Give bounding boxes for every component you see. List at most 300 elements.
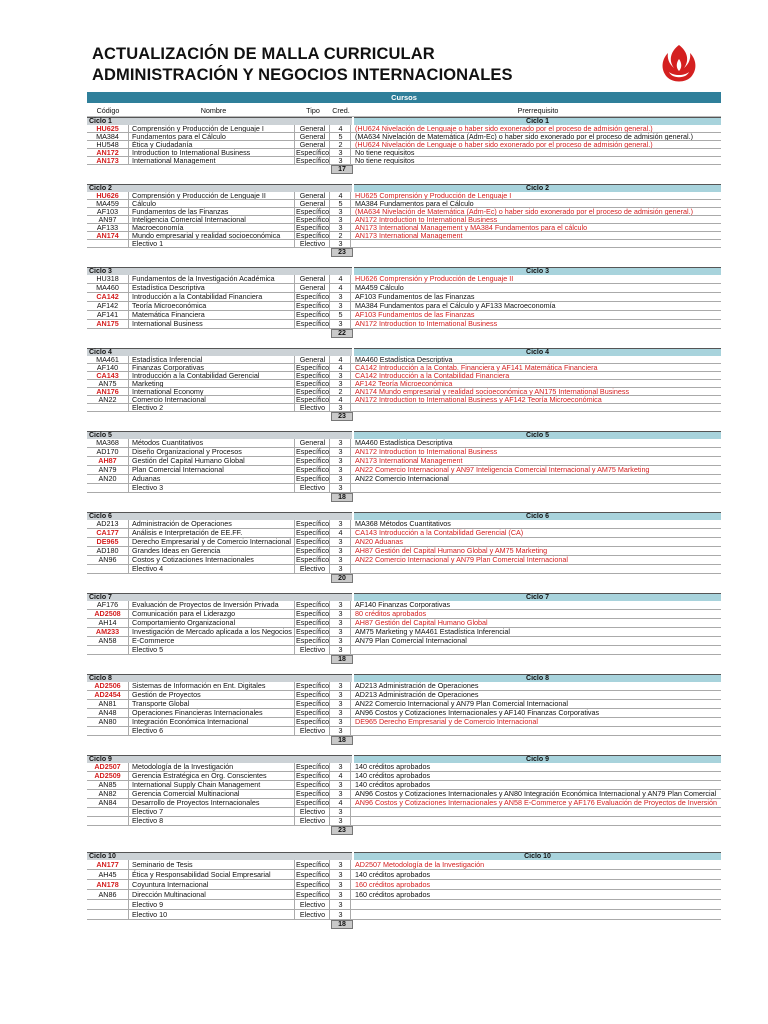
course-code: AN80: [87, 718, 129, 726]
course-type: General: [296, 125, 330, 132]
course-name: Electivo 9: [130, 900, 295, 909]
course-row: [87, 200, 721, 208]
course-name: Gerencia Estratégica en Org. Conscientes: [130, 772, 295, 780]
course-credits: 3: [331, 610, 351, 618]
course-row: [87, 388, 721, 396]
course-name: Introducción a la Contabilidad Gerencial: [130, 372, 295, 379]
ciclo-label: Ciclo 1: [87, 117, 352, 125]
course-code: HU625: [87, 125, 129, 132]
course-name: Sistemas de Información en Ent. Digitales: [130, 682, 295, 690]
course-code: AD170: [87, 448, 129, 456]
course-row: [87, 700, 721, 709]
course-name: Grandes Ideas en Gerencia: [130, 547, 295, 555]
course-row: [87, 484, 721, 493]
course-credits: 3: [331, 380, 351, 387]
course-name: Comprensión y Producción de Lenguaje I: [130, 125, 295, 132]
course-code: AN172: [87, 149, 129, 156]
course-prerequisite: 140 créditos aprobados: [355, 772, 431, 780]
course-row: [87, 216, 721, 224]
course-credits: 3: [331, 619, 351, 627]
course-row: [87, 293, 721, 302]
course-prerequisite: AN173 International Management: [355, 457, 463, 465]
course-row: [87, 149, 721, 157]
cursos-banner: Cursos: [87, 92, 721, 103]
course-name: Gestión de Proyectos: [130, 691, 295, 699]
ciclo-label: Ciclo 8: [87, 674, 352, 682]
col-header-cred: Cred.: [332, 107, 350, 115]
ciclo-credit-total: 18: [331, 736, 353, 745]
course-type: Específico: [296, 388, 330, 395]
course-name: Administración de Operaciones: [130, 520, 295, 528]
ciclo-group: [87, 184, 721, 257]
course-credits: 3: [331, 149, 351, 156]
course-name: Integración Económica Internacional: [130, 718, 295, 726]
course-code: AF140: [87, 364, 129, 371]
course-row: [87, 157, 721, 165]
course-name: Fundamentos de la Investigación Académica: [130, 275, 295, 283]
course-type: Electivo: [296, 817, 330, 825]
course-row: [87, 619, 721, 628]
course-name: Electivo 1: [130, 240, 295, 247]
course-credits: 4: [331, 772, 351, 780]
course-name: Operaciones Financieras Internacionales: [130, 709, 295, 717]
course-row: [87, 727, 721, 736]
course-name: Mundo empresarial y realidad socioeconómica: [130, 232, 295, 239]
course-type: Específico: [296, 781, 330, 789]
course-type: Específico: [296, 772, 330, 780]
course-type: Específico: [296, 718, 330, 726]
course-prerequisite: 160 créditos aprobados: [355, 880, 431, 889]
course-credits: 3: [331, 240, 351, 247]
course-code: MA461: [87, 356, 129, 363]
course-type: Específico: [296, 890, 330, 899]
course-credits: 3: [331, 466, 351, 474]
course-code: AN48: [87, 709, 129, 717]
course-prerequisite: AD213 Administración de Operaciones: [355, 691, 479, 699]
course-prerequisite: [354, 910, 721, 919]
course-row: [87, 646, 721, 655]
ciclo-header: [87, 267, 721, 275]
ciclo-header: [87, 184, 721, 192]
course-row: [87, 763, 721, 772]
title-line-1: ACTUALIZACIÓN DE MALLA CURRICULAR: [92, 45, 435, 63]
course-code: MA368: [87, 439, 129, 447]
course-credits: 3: [331, 520, 351, 528]
course-type: Específico: [296, 870, 330, 879]
course-code: AH14: [87, 619, 129, 627]
course-credits: 3: [331, 293, 351, 301]
course-code: CA177: [87, 529, 129, 537]
course-prerequisite: DE965 Derecho Empresarial y de Comercio Internacional: [355, 718, 538, 726]
course-credits: 3: [331, 900, 351, 909]
course-name: Marketing: [130, 380, 295, 387]
course-credits: 3: [331, 691, 351, 699]
course-code: [87, 900, 129, 909]
course-name: Ética y Ciudadanía: [130, 141, 295, 148]
course-code: [87, 565, 129, 573]
course-row: [87, 870, 721, 880]
course-prerequisite: [354, 404, 721, 411]
course-type: Electivo: [296, 484, 330, 492]
course-prerequisite: 140 créditos aprobados: [355, 763, 431, 771]
course-code: MA384: [87, 133, 129, 140]
course-credits: 3: [331, 682, 351, 690]
course-row: [87, 240, 721, 248]
course-name: Finanzas Corporativas: [130, 364, 295, 371]
course-type: Específico: [296, 293, 330, 301]
course-code: AN20: [87, 475, 129, 483]
course-name: Costos y Cotizaciones Internacionales: [130, 556, 295, 564]
course-row: [87, 718, 721, 727]
course-code: AN97: [87, 216, 129, 223]
course-code: HU626: [87, 192, 129, 199]
course-code: HU318: [87, 275, 129, 283]
course-credits: 5: [331, 311, 351, 319]
course-name: International Management: [130, 157, 295, 164]
course-name: International Economy: [130, 388, 295, 395]
course-type: Específico: [296, 302, 330, 310]
course-row: [87, 192, 721, 200]
course-row: [87, 141, 721, 149]
course-code: [87, 484, 129, 492]
course-type: Específico: [296, 691, 330, 699]
course-name: Metodología de la Investigación: [130, 763, 295, 771]
course-prerequisite: 140 créditos aprobados: [355, 870, 431, 879]
ciclo-label-prerrequisito: Ciclo 6: [354, 512, 721, 520]
course-code: AN177: [87, 860, 129, 869]
course-credits: 5: [331, 200, 351, 207]
course-type: Electivo: [296, 240, 330, 247]
ciclo-header: [87, 852, 721, 860]
course-name: Electivo 8: [130, 817, 295, 825]
course-code: CA142: [87, 293, 129, 301]
course-type: Específico: [296, 208, 330, 215]
course-type: Específico: [296, 520, 330, 528]
course-code: AN82: [87, 790, 129, 798]
course-credits: 4: [331, 275, 351, 283]
ciclo-label-prerrequisito: Ciclo 7: [354, 593, 721, 601]
course-name: Fundamentos de las Finanzas: [130, 208, 295, 215]
course-type: Específico: [296, 466, 330, 474]
ciclo-label: Ciclo 6: [87, 512, 352, 520]
course-row: [87, 475, 721, 484]
course-credits: 3: [331, 808, 351, 816]
course-credits: 3: [331, 556, 351, 564]
course-name: Investigación de Mercado aplicada a los Negocios: [130, 628, 295, 636]
course-code: AN75: [87, 380, 129, 387]
course-code: MA459: [87, 200, 129, 207]
course-credits: 3: [331, 910, 351, 919]
course-prerequisite: [354, 727, 721, 735]
course-row: [87, 232, 721, 240]
course-row: [87, 302, 721, 311]
course-prerequisite: AM75 Marketing y MA461 Estadística Inferencial: [355, 628, 511, 636]
course-prerequisite: AN22 Comercio Internacional y AN97 Inteligencia Comercial Internacional y AM75 Marketing: [355, 466, 650, 474]
course-code: [87, 240, 129, 247]
ciclo-label-prerrequisito: Ciclo 8: [354, 674, 721, 682]
course-credits: 4: [331, 192, 351, 199]
course-type: Específico: [296, 232, 330, 239]
course-prerequisite: MA384 Fundamentos para el Cálculo: [355, 200, 474, 207]
course-row: [87, 457, 721, 466]
course-name: Electivo 2: [130, 404, 295, 411]
ciclo-credit-total: 23: [331, 248, 353, 257]
course-name: Comprensión y Producción de Lenguaje II: [130, 192, 295, 199]
course-credits: 4: [331, 396, 351, 403]
course-name: Desarrollo de Proyectos Internacionales: [130, 799, 295, 807]
course-prerequisite: AD2507 Metodología de la Investigación: [355, 860, 485, 869]
course-row: [87, 529, 721, 538]
course-row: [87, 224, 721, 232]
course-credits: 3: [331, 302, 351, 310]
course-code: AN81: [87, 700, 129, 708]
course-row: [87, 439, 721, 448]
course-row: [87, 910, 721, 920]
course-name: Inteligencia Comercial Internacional: [130, 216, 295, 223]
course-prerequisite: MA368 Métodos Cuantitativos: [355, 520, 451, 528]
document-title: [92, 44, 513, 86]
course-credits: 3: [331, 448, 351, 456]
ciclo-header: [87, 593, 721, 601]
course-type: Específico: [296, 601, 330, 609]
course-type: Específico: [296, 556, 330, 564]
course-code: AF142: [87, 302, 129, 310]
course-type: Específico: [296, 682, 330, 690]
ciclo-credit-total: 18: [331, 655, 353, 664]
course-row: [87, 396, 721, 404]
ciclo-label: Ciclo 4: [87, 348, 352, 356]
course-name: Electivo 3: [130, 484, 295, 492]
course-prerequisite: [354, 484, 721, 492]
course-code: AD180: [87, 547, 129, 555]
course-type: Específico: [296, 619, 330, 627]
ciclo-label-prerrequisito: Ciclo 10: [354, 852, 721, 860]
curriculum-table: [87, 92, 721, 929]
course-code: AD2508: [87, 610, 129, 618]
ciclo-group: [87, 852, 721, 929]
ciclo-group: [87, 512, 721, 583]
course-prerequisite: [354, 817, 721, 825]
course-code: AN85: [87, 781, 129, 789]
course-code: [87, 646, 129, 654]
ciclo-label-prerrequisito: Ciclo 1: [354, 117, 721, 125]
course-code: MA460: [87, 284, 129, 292]
course-type: General: [296, 133, 330, 140]
course-name: Gerencia Comercial Multinacional: [130, 790, 295, 798]
course-type: Específico: [296, 880, 330, 889]
course-name: Comunicación para el Liderazgo: [130, 610, 295, 618]
course-type: Específico: [296, 790, 330, 798]
course-type: Electivo: [296, 808, 330, 816]
course-name: Derecho Empresarial y de Comercio Internacional: [130, 538, 295, 546]
course-code: [87, 727, 129, 735]
ciclo-header: [87, 755, 721, 763]
course-prerequisite: No tiene requisitos: [355, 149, 415, 156]
course-name: E-Commerce: [130, 637, 295, 645]
course-row: [87, 311, 721, 320]
course-credits: 3: [331, 484, 351, 492]
course-row: [87, 817, 721, 826]
course-name: Transporte Global: [130, 700, 295, 708]
course-name: Electivo 7: [130, 808, 295, 816]
col-header-codigo: Código: [96, 107, 120, 115]
course-type: Específico: [296, 448, 330, 456]
course-type: Electivo: [296, 565, 330, 573]
course-credits: 3: [331, 628, 351, 636]
course-row: [87, 637, 721, 646]
course-prerequisite: AN22 Comercio Internacional y AN79 Plan Comercial Internacional: [355, 556, 568, 564]
ciclo-total-row: [87, 655, 721, 664]
course-type: Específico: [296, 457, 330, 465]
course-row: [87, 380, 721, 388]
course-type: Electivo: [296, 727, 330, 735]
course-prerequisite: [354, 646, 721, 654]
ciclo-group: [87, 593, 721, 664]
course-credits: 3: [331, 538, 351, 546]
course-credits: 3: [331, 565, 351, 573]
course-credits: 3: [331, 781, 351, 789]
course-credits: 3: [331, 208, 351, 215]
course-type: Específico: [296, 224, 330, 231]
course-credits: 3: [331, 457, 351, 465]
course-row: [87, 448, 721, 457]
course-row: [87, 565, 721, 574]
course-name: Análisis e Interpretación de EE.FF.: [130, 529, 295, 537]
course-type: Específico: [296, 149, 330, 156]
course-prerequisite: AN173 International Management y MA384 Fundamentos para el cálculo: [355, 224, 588, 231]
ciclo-label-prerrequisito: Ciclo 2: [354, 184, 721, 192]
course-type: Electivo: [296, 910, 330, 919]
course-name: Evaluación de Proyectos de Inversión Privada: [130, 601, 295, 609]
title-line-2: ADMINISTRACIÓN Y NEGOCIOS INTERNACIONALES: [92, 66, 513, 84]
course-type: Específico: [296, 396, 330, 403]
course-prerequisite: AN22 Comercio Internacional y AN79 Plan Comercial Internacional: [355, 700, 568, 708]
course-name: Diseño Organizacional y Procesos: [130, 448, 295, 456]
ciclo-label-prerrequisito: Ciclo 9: [354, 755, 721, 763]
course-row: [87, 520, 721, 529]
course-prerequisite: AN79 Plan Comercial Internacional: [355, 637, 467, 645]
course-name: Dirección Multinacional: [130, 890, 295, 899]
course-name: Métodos Cuantitativos: [130, 439, 295, 447]
ciclo-label: Ciclo 9: [87, 755, 352, 763]
course-type: General: [296, 200, 330, 207]
course-prerequisite: (MA634 Nivelación de Matemática (Adm-Ec) o haber sido exonerado por el proceso de admisión general.): [355, 208, 693, 215]
course-credits: 3: [331, 763, 351, 771]
course-prerequisite: HU626 Comprensión y Producción de Lenguaje II: [355, 275, 514, 283]
course-row: [87, 772, 721, 781]
course-row: [87, 709, 721, 718]
course-credits: 3: [331, 646, 351, 654]
course-type: Específico: [296, 610, 330, 618]
course-prerequisite: AH87 Gestión del Capital Humano Global y AM75 Marketing: [355, 547, 548, 555]
course-name: Gestión del Capital Humano Global: [130, 457, 295, 465]
ciclo-total-row: [87, 574, 721, 583]
course-row: [87, 125, 721, 133]
course-code: AN176: [87, 388, 129, 395]
course-name: Comercio Internacional: [130, 396, 295, 403]
course-code: AN96: [87, 556, 129, 564]
ciclos-container: [87, 117, 721, 929]
course-prerequisite: [354, 900, 721, 909]
course-name: Electivo 10: [130, 910, 295, 919]
course-row: [87, 356, 721, 364]
course-prerequisite: (HU624 Nivelación de Lenguaje o haber sido exonerado por el proceso de admisión general.): [355, 125, 653, 132]
course-credits: 3: [331, 727, 351, 735]
ciclo-total-row: [87, 826, 721, 835]
course-name: Coyuntura Internacional: [130, 880, 295, 889]
course-row: [87, 691, 721, 700]
course-row: [87, 790, 721, 799]
course-prerequisite: AF140 Finanzas Corporativas: [355, 601, 451, 609]
course-type: General: [296, 275, 330, 283]
course-credits: 2: [331, 141, 351, 148]
course-row: [87, 880, 721, 890]
ciclo-group: [87, 348, 721, 421]
course-credits: 3: [331, 216, 351, 223]
course-code: AN86: [87, 890, 129, 899]
course-credits: 3: [331, 320, 351, 328]
course-type: Específico: [296, 475, 330, 483]
course-code: AN173: [87, 157, 129, 164]
course-code: AN178: [87, 880, 129, 889]
ciclo-group: [87, 674, 721, 745]
course-name: Electivo 4: [130, 565, 295, 573]
course-name: Introduction to International Business: [130, 149, 295, 156]
course-code: AF141: [87, 311, 129, 319]
ciclo-group: [87, 431, 721, 502]
course-row: [87, 601, 721, 610]
course-type: Específico: [296, 538, 330, 546]
course-code: AH45: [87, 870, 129, 879]
course-credits: 3: [331, 224, 351, 231]
ciclo-total-row: [87, 920, 721, 929]
course-prerequisite: AN172 Introduction to International Business: [355, 216, 498, 223]
ciclo-group: [87, 755, 721, 835]
course-code: CA143: [87, 372, 129, 379]
course-type: Específico: [296, 364, 330, 371]
course-code: AD213: [87, 520, 129, 528]
course-credits: 3: [331, 637, 351, 645]
course-type: General: [296, 141, 330, 148]
course-credits: 4: [331, 364, 351, 371]
course-code: AF133: [87, 224, 129, 231]
ciclo-credit-total: 18: [331, 920, 353, 929]
course-prerequisite: AN22 Comercio Internacional: [355, 475, 449, 483]
course-row: [87, 466, 721, 475]
course-code: AD2506: [87, 682, 129, 690]
ciclo-group: [87, 267, 721, 338]
course-type: Específico: [296, 700, 330, 708]
course-name: International Supply Chain Management: [130, 781, 295, 789]
ciclo-credit-total: 17: [331, 165, 353, 174]
course-row: [87, 404, 721, 412]
ciclo-total-row: [87, 736, 721, 745]
ciclo-header: [87, 117, 721, 125]
course-prerequisite: CA143 Introducción a la Contabilidad Gerencial (CA): [355, 529, 524, 537]
course-type: Específico: [296, 637, 330, 645]
course-prerequisite: MA384 Fundamentos para el Cálculo y AF133 Macroeconomía: [355, 302, 556, 310]
col-header-prerrequisito: Prerrequisito: [517, 107, 559, 115]
university-flame-logo: [654, 42, 704, 87]
course-row: [87, 628, 721, 637]
col-header-nombre: Nombre: [200, 107, 227, 115]
ciclo-total-row: [87, 165, 721, 174]
course-type: Electivo: [296, 900, 330, 909]
ciclo-credit-total: 23: [331, 412, 353, 421]
course-code: AN175: [87, 320, 129, 328]
ciclo-header: [87, 674, 721, 682]
course-type: General: [296, 356, 330, 363]
